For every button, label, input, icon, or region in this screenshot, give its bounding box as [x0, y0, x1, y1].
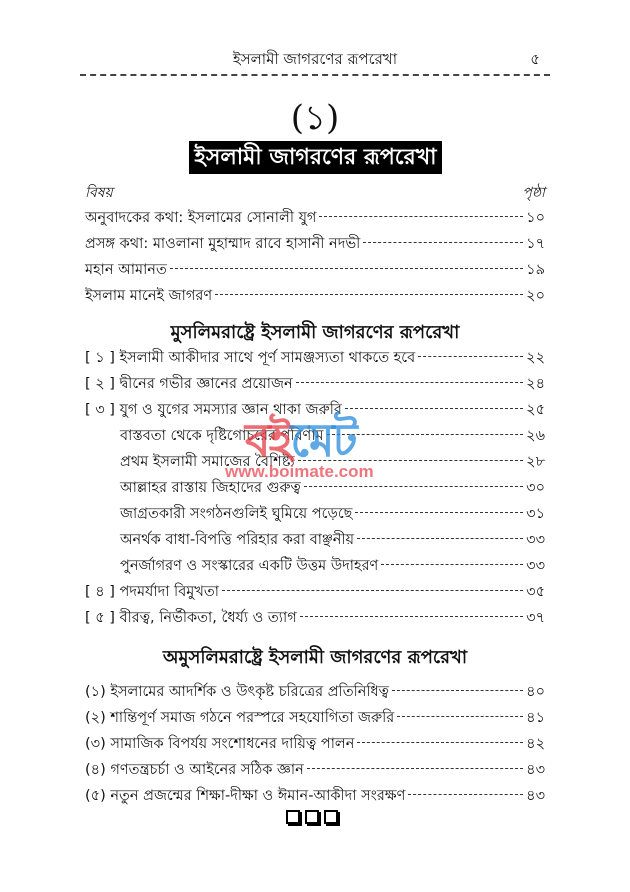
- dot-leader: [298, 460, 524, 461]
- toc-column-headers: [85, 181, 545, 203]
- toc-entry-label: প্রথম ইসলামী সমাজের বৈশিষ্ট্য: [120, 454, 295, 470]
- toc-entry-page: ১৯: [526, 262, 545, 278]
- dot-leader: [357, 538, 523, 539]
- toc-entry-label: অনর্থক বাধা-বিপত্তি পরিহার করা বাঞ্ছনীয়: [120, 532, 355, 548]
- toc-entry-page: ৪৩: [526, 762, 545, 778]
- dot-leader: [392, 690, 523, 691]
- toc-entry-page: ৩৭: [526, 610, 545, 626]
- toc-entry-page: ৪০: [526, 684, 545, 700]
- toc-entry-label: অনুবাদকের কথা: ইসলামের সোনালী যুগ: [85, 210, 317, 226]
- toc-entry-page: ২৪: [526, 376, 545, 392]
- dot-leader: [363, 242, 523, 243]
- dot-leader: [345, 408, 523, 409]
- dot-leader: [319, 216, 523, 217]
- dot-leader: [170, 268, 523, 269]
- toc-entry[interactable]: [85, 399, 545, 423]
- dot-leader: [327, 434, 524, 435]
- dot-leader: [215, 294, 523, 295]
- toc-entry-page: ১৭: [526, 236, 545, 252]
- toc-entry-page: ৪৩: [526, 788, 545, 804]
- toc-entry[interactable]: [85, 607, 545, 631]
- toc-entry-label: (১) ইসলামের আদর্শিক ও উৎকৃষ্ট চরিত্রের প্রতিনিধিত্ব: [85, 684, 389, 700]
- toc-entry[interactable]: [85, 581, 545, 605]
- toc-entry-page: ২৫: [526, 402, 545, 418]
- toc-entry[interactable]: [85, 707, 545, 731]
- toc-entry-label: [ ৩ ] যুগ ও যুগের সমস্যার জ্ঞান থাকা জরুরি: [85, 402, 342, 418]
- toc-entry-label: (২) শান্তিপূর্ণ সমাজ গঠনে পরস্পরে সহযোগিতা জরুরি: [85, 710, 395, 726]
- toc-entry-label: প্রসঙ্গ কথা: মাওলানা মুহাম্মাদ রাবে হাসানী নদভী: [85, 236, 361, 252]
- dot-leader: [304, 486, 523, 487]
- dot-leader: [355, 512, 523, 513]
- toc-entry-page: ১০: [526, 210, 545, 226]
- toc-entry-page: ৩৩: [526, 532, 545, 548]
- square-ornament-icon: [286, 810, 300, 824]
- dot-leader: [397, 716, 523, 717]
- toc-subentry[interactable]: [120, 529, 545, 553]
- watermark-url: www.boimate.com: [225, 462, 374, 481]
- toc-entry[interactable]: [85, 759, 545, 783]
- toc-entry-page: ৩১: [526, 506, 545, 522]
- square-ornament-icon: [305, 810, 319, 824]
- page-number: ৫: [530, 50, 540, 68]
- toc-entry-page: ২২: [526, 350, 545, 366]
- toc-entry-label: ইসলাম মানেই জাগরণ: [85, 288, 213, 304]
- dot-leader: [296, 382, 524, 383]
- toc-subentry[interactable]: [120, 477, 545, 501]
- toc-entry-label: (৩) সামাজিক বিপর্যয় সংশোধনের দায়িত্ব পালন: [85, 736, 355, 752]
- watermark-logo-part2: মেট: [290, 413, 356, 467]
- toc-entry-label: আল্লাহর রাস্তায় জিহাদের গুরুত্ব: [120, 480, 301, 496]
- toc-entry-page: ২৮: [526, 454, 545, 470]
- toc-entry[interactable]: [85, 259, 545, 283]
- dot-leader: [300, 616, 523, 617]
- chapter-title-banner: ইসলামী জাগরণের রূপরেখা: [189, 141, 442, 174]
- dot-leader: [307, 768, 523, 769]
- header-divider: [80, 74, 550, 76]
- toc-subentry[interactable]: [120, 503, 545, 527]
- toc-entry-label: (৫) নতুন প্রজন্মের শিক্ষা-দীক্ষা ও ঈমান-আকীদা সংরক্ষণ: [85, 788, 406, 804]
- dot-leader: [222, 590, 523, 591]
- square-ornament-icon: [324, 810, 338, 824]
- end-ornament: [286, 810, 338, 824]
- toc-entry-label: [ ৪ ] পদমর্যাদা বিমুখতা: [85, 584, 219, 600]
- toc-entry-label: জাগ্রতকারী সংগঠনগুলিই ঘুমিয়ে পড়েছে: [120, 506, 353, 522]
- section-heading-non-muslim-states: অমুসলিমরাষ্ট্রে ইসলামী জাগরণের রূপরেখা: [162, 647, 468, 668]
- toc-entry[interactable]: [85, 373, 545, 397]
- running-header-title: ইসলামী জাগরণের রূপরেখা: [232, 50, 398, 68]
- toc-entry[interactable]: [85, 285, 545, 309]
- toc-entry-page: ৩৩: [526, 558, 545, 574]
- section-heading-muslim-states: মুসলিমরাষ্ট্রে ইসলামী জাগরণের রূপরেখা: [170, 322, 460, 343]
- toc-entry-label: [ ১ ] ইসলামী আকীদার সাথে পূর্ণ সামঞ্জস্যতা থাকতে হবে: [85, 350, 416, 366]
- toc-entry-label: পুনর্জাগরণ ও সংস্কারের একটি উত্তম উদাহরণ: [120, 558, 379, 574]
- toc-entry[interactable]: [85, 733, 545, 757]
- toc-entry-page: ৩৫: [526, 584, 545, 600]
- dot-leader: [357, 742, 523, 743]
- page-column-header: পৃষ্ঠা: [522, 185, 545, 201]
- toc-entry[interactable]: [85, 207, 545, 231]
- dot-leader: [408, 794, 523, 795]
- toc-entry-page: ৪১: [526, 710, 545, 726]
- toc-entry-label: মহান আমানত: [85, 262, 167, 278]
- toc-subentry[interactable]: [120, 451, 545, 475]
- toc-entry-page: ৪২: [526, 736, 545, 752]
- watermark-logo-part1: বই: [245, 413, 291, 467]
- toc-entry[interactable]: [85, 681, 545, 705]
- toc-entry-label: (৪) গণতন্ত্রচর্চা ও আইনের সঠিক জ্ঞান: [85, 762, 304, 778]
- toc-entry-page: ২৬: [526, 428, 545, 444]
- dot-leader: [381, 564, 523, 565]
- toc-entry[interactable]: [85, 785, 545, 809]
- toc-entry-page: ২০: [526, 288, 545, 304]
- dot-leader: [418, 356, 523, 357]
- topic-column-header: বিষয়: [85, 185, 113, 201]
- toc-entry[interactable]: [85, 347, 545, 371]
- toc-entry-label: [ ২ ] দ্বীনের গভীর জ্ঞানের প্রয়োজন: [85, 376, 293, 392]
- chapter-number: (১): [290, 98, 340, 138]
- toc-entry[interactable]: [85, 233, 545, 257]
- toc-entry-page: ৩০: [526, 480, 545, 496]
- toc-entry-label: [ ৫ ] বীরত্ব, নির্ভীকতা, ধৈর্য্য ও ত্যাগ: [85, 610, 297, 626]
- toc-subentry[interactable]: [120, 555, 545, 579]
- toc-entry-label: বাস্তবতা থেকে দৃষ্টিগোচরের পরিণাম: [120, 428, 324, 444]
- toc-subentry[interactable]: [120, 425, 545, 449]
- running-header: [80, 48, 550, 74]
